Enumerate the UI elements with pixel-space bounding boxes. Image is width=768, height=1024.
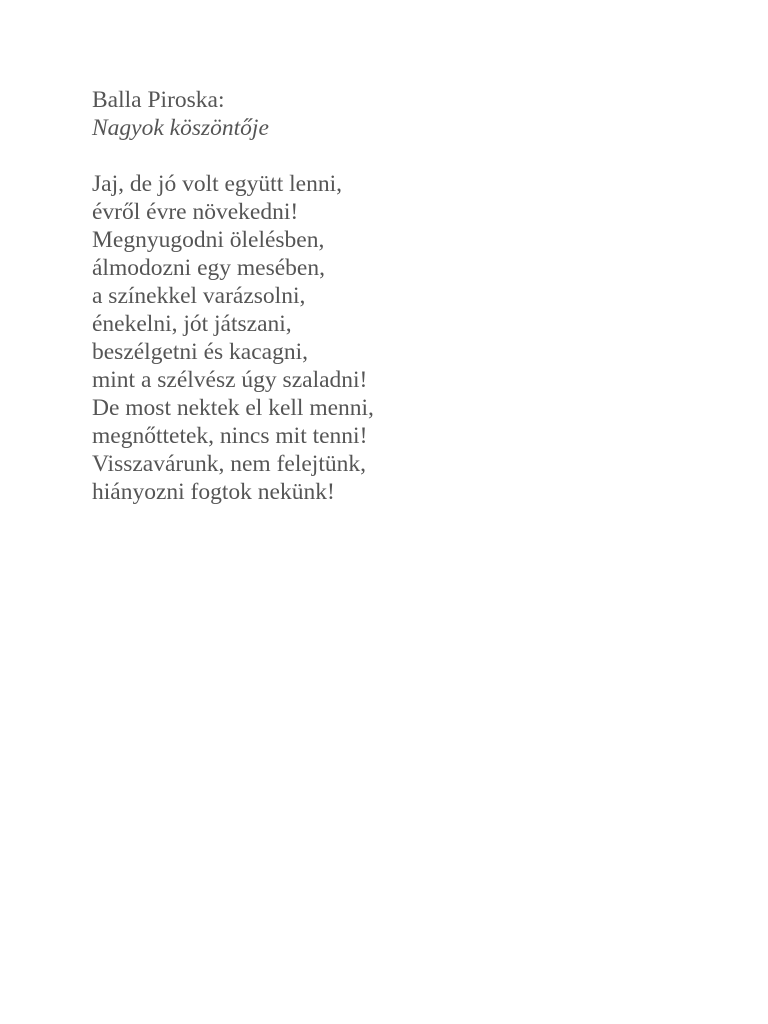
poem-line: énekelni, jót játszani,: [92, 311, 292, 337]
poem-line: Visszavárunk, nem felejtünk,: [92, 451, 366, 477]
poem-line: Megnyugodni ölelésben,: [92, 227, 325, 253]
poem-author: Balla Piroska:: [92, 87, 225, 113]
poem-line: évről évre növekedni!: [92, 199, 299, 225]
stanza-gap: [92, 142, 374, 170]
poem-line: mint a szélvész úgy szaladni!: [92, 367, 368, 393]
poem-line: álmodozni egy mesében,: [92, 255, 325, 281]
poem-line: a színekkel varázsolni,: [92, 283, 306, 309]
poem-line: beszélgetni és kacagni,: [92, 339, 308, 365]
poem-line: De most nektek el kell menni,: [92, 395, 374, 421]
poem-title: Nagyok köszöntője: [92, 115, 269, 141]
poem-line: megnőttetek, nincs mit tenni!: [92, 423, 368, 449]
poem-line: Jaj, de jó volt együtt lenni,: [92, 171, 342, 197]
poem-line: hiányozni fogtok nekünk!: [92, 479, 335, 505]
poem-block: [92, 86, 374, 506]
